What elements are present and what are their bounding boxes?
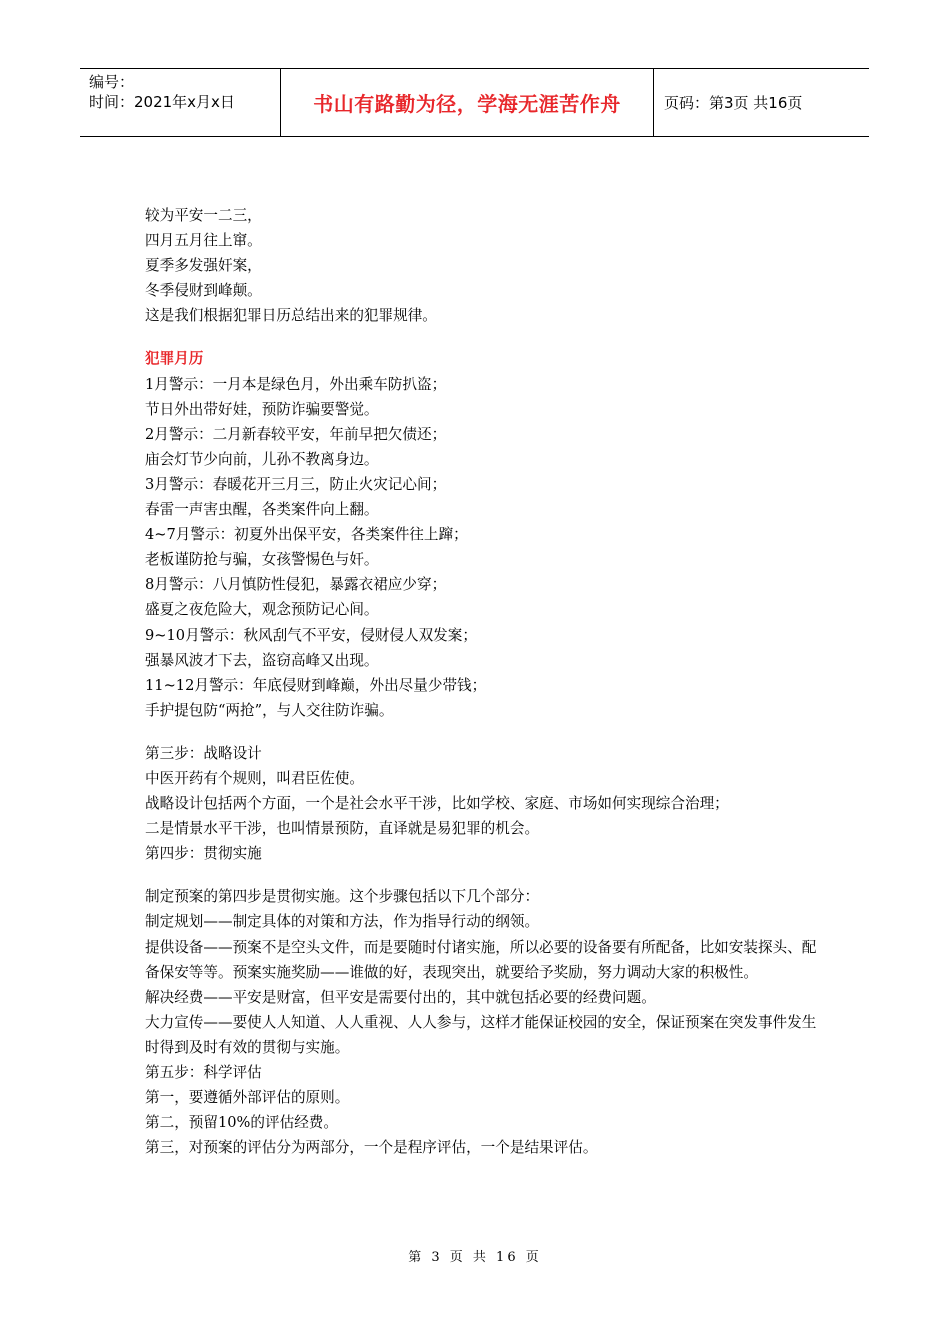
header-page-info: 页码：第3页 共16页	[664, 94, 803, 112]
calendar-line: 手护提包防“两抢”，与人交往防诈骗。	[145, 701, 394, 719]
header-meta	[80, 69, 281, 136]
step4-funds: 解决经费——平安是财富，但平安是需要付出的，其中就包括必要的经费问题。	[145, 988, 656, 1006]
step5-line: 第二，预留10%的评估经费。	[145, 1114, 338, 1132]
crime-calendar-heading: 犯罪月历	[145, 350, 204, 368]
document-body	[145, 203, 825, 1160]
intro-line: 冬季侵财到峰颠。	[145, 282, 262, 300]
step5-line: 第三，对预案的评估分为两部分，一个是程序评估，一个是结果评估。	[145, 1139, 598, 1157]
step3-heading: 第三步：战略设计	[145, 744, 262, 762]
page-footer: 第 3 页 共 16 页	[408, 1250, 542, 1265]
calendar-line: 8月警示：八月慎防性侵犯，暴露衣裙应少穿；	[145, 576, 447, 594]
calendar-line: 2月警示：二月新春较平安，年前早把欠债还；	[145, 425, 447, 443]
step3-line: 战略设计包括两个方面，一个是社会水平干涉，比如学校、家庭、市场如何实现综合治理；	[145, 795, 729, 813]
intro-line: 较为平安一二三，	[145, 207, 262, 224]
step5-line: 第一，要遵循外部评估的原则。	[145, 1089, 350, 1107]
step3-line: 二是情景水平干涉，也叫情景预防，直译就是易犯罪的机会。	[145, 820, 540, 838]
step4-publicity: 大力宣传——要使人人知道、人人重视、人人参与，这样才能保证校园的安全，保证预案在突发事件发生时得到及时有效的贯彻与实施。	[145, 1013, 817, 1056]
step4-equipment: 提供设备——预案不是空头文件，而是要随时付诸实施，所以必要的设备要有所配备，比如安装探头、配备保安等等。预案实施奖励——谁做的好，表现突出，就要给予奖励，努力调动大家的积极性。	[145, 938, 817, 981]
calendar-line: 春雷一声害虫醒，各类案件向上翻。	[145, 501, 379, 519]
header-motto: 书山有路勤为径，学海无涯苦作舟	[281, 69, 654, 136]
calendar-line: 强暴风波才下去，盗窃高峰又出现。	[145, 651, 379, 669]
intro-line: 夏季多发强奸案，	[145, 257, 262, 275]
calendar-line: 老板谨防抢与骗，女孩警惕色与奸。	[145, 551, 379, 569]
calendar-line: 3月警示：春暖花开三月三，防止火灾记心间；	[145, 475, 447, 493]
document-time-label: 时间：2021年x月x日	[89, 93, 235, 111]
calendar-line: 庙会灯节少向前，儿孙不教离身边。	[145, 450, 379, 468]
page-header	[80, 68, 869, 137]
calendar-line: 11~12月警示：年底侵财到峰巅，外出尽量少带钱；	[145, 676, 487, 694]
calendar-line: 1月警示：一月本是绿色月，外出乘车防扒盗；	[145, 375, 447, 393]
step3-line: 中医开药有个规则，叫君臣佐使。	[145, 769, 364, 787]
calendar-line: 9~10月警示：秋风刮气不平安，侵财侵人双发案；	[145, 626, 477, 644]
step4-heading: 第四步：贯彻实施	[145, 845, 262, 863]
calendar-line: 盛夏之夜危险大，观念预防记心间。	[145, 601, 379, 619]
document-number-label: 编号：	[89, 73, 135, 91]
calendar-line: 4~7月警示：初夏外出保平安，各类案件往上蹿；	[145, 526, 468, 544]
calendar-line: 节日外出带好娃，预防诈骗要警觉。	[145, 400, 379, 418]
intro-line: 四月五月往上窜。	[145, 232, 262, 250]
intro-line: 这是我们根据犯罪日历总结出来的犯罪规律。	[145, 307, 437, 325]
step5-heading: 第五步：科学评估	[145, 1064, 262, 1081]
step4-plan: 制定规划——制定具体的对策和方法，作为指导行动的纲领。	[145, 913, 540, 931]
step4-intro: 制定预案的第四步是贯彻实施。这个步骤包括以下几个部分：	[145, 888, 540, 906]
